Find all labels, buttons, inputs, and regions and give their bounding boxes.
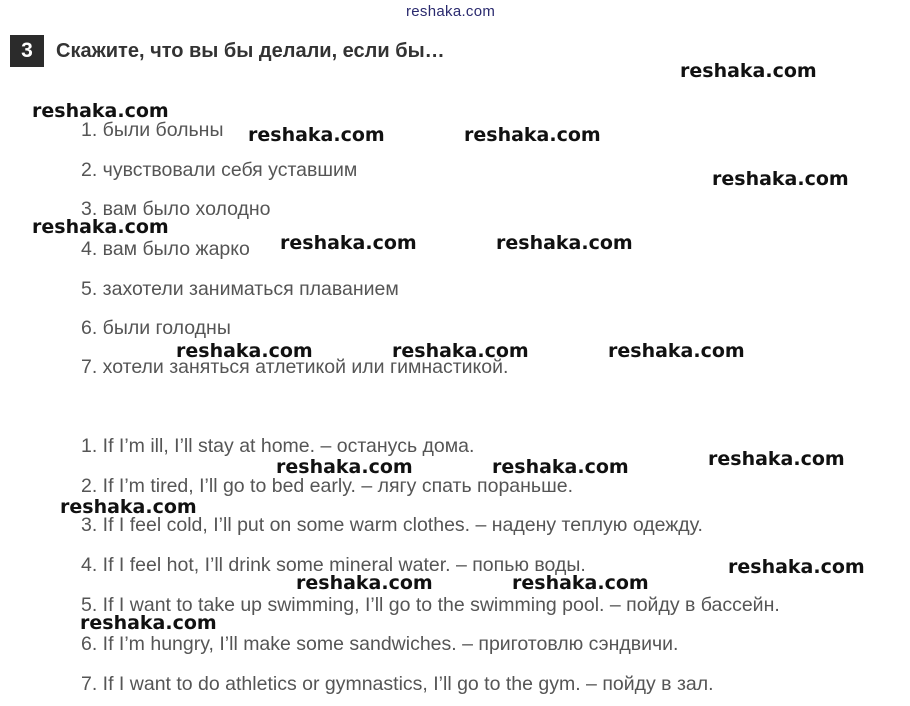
prompt-item: 7. хотели заняться атлетикой или гимнастикой.	[81, 356, 509, 378]
prompt-item: 2. чувствовали себя уставшим	[81, 159, 358, 181]
answer-item: 4. If I feel hot, I’ll drink some mineral water. – попью воды.	[81, 554, 586, 576]
watermark: reshaka.com	[496, 232, 633, 254]
watermark: reshaka.com	[392, 340, 529, 362]
watermark: reshaka.com	[728, 556, 865, 578]
exercise-number-badge: 3	[10, 35, 44, 67]
prompt-item: 1. были больны	[81, 119, 224, 141]
answer-item: 6. If I’m hungry, I’ll make some sandwiches. – приготовлю сэндвичи.	[81, 633, 679, 655]
watermark: reshaka.com	[32, 216, 169, 238]
watermark: reshaka.com	[712, 168, 849, 190]
watermark: reshaka.com	[708, 448, 845, 470]
prompt-item: 6. были голодны	[81, 317, 231, 339]
prompt-item: 4. вам было жарко	[81, 238, 250, 260]
exercise-title: Скажите, что вы бы делали, если бы…	[56, 40, 445, 62]
answer-item: 2. If I’m tired, I’ll go to bed early. – лягу спать пораньше.	[81, 475, 573, 497]
answer-item: 5. If I want to take up swimming, I’ll go to the swimming pool. – пойду в бассейн.	[81, 594, 780, 616]
watermark: reshaka.com	[492, 456, 629, 478]
watermark: reshaka.com	[680, 60, 817, 82]
watermark: reshaka.com	[80, 612, 217, 634]
answer-item: 3. If I feel cold, I’ll put on some warm clothes. – надену теплую одежду.	[81, 514, 703, 536]
watermark: reshaka.com	[296, 572, 433, 594]
watermark: reshaka.com	[176, 340, 313, 362]
watermark: reshaka.com	[32, 100, 169, 122]
watermark: reshaka.com	[280, 232, 417, 254]
prompt-item: 5. захотели заниматься плаванием	[81, 278, 399, 300]
watermark: reshaka.com	[608, 340, 745, 362]
watermark: reshaka.com	[464, 124, 601, 146]
watermark: reshaka.com	[276, 456, 413, 478]
prompt-item: 3. вам было холодно	[81, 198, 271, 220]
watermark: reshaka.com	[248, 124, 385, 146]
answer-item: 7. If I want to do athletics or gymnastics, I’ll go to the gym. – пойду в зал.	[81, 673, 714, 695]
watermark: reshaka.com	[512, 572, 649, 594]
answer-item: 1. If I’m ill, I’ll stay at home. – останусь дома.	[81, 435, 475, 457]
site-watermark-link[interactable]: reshaka.com	[406, 3, 496, 20]
watermark: reshaka.com	[60, 496, 197, 518]
